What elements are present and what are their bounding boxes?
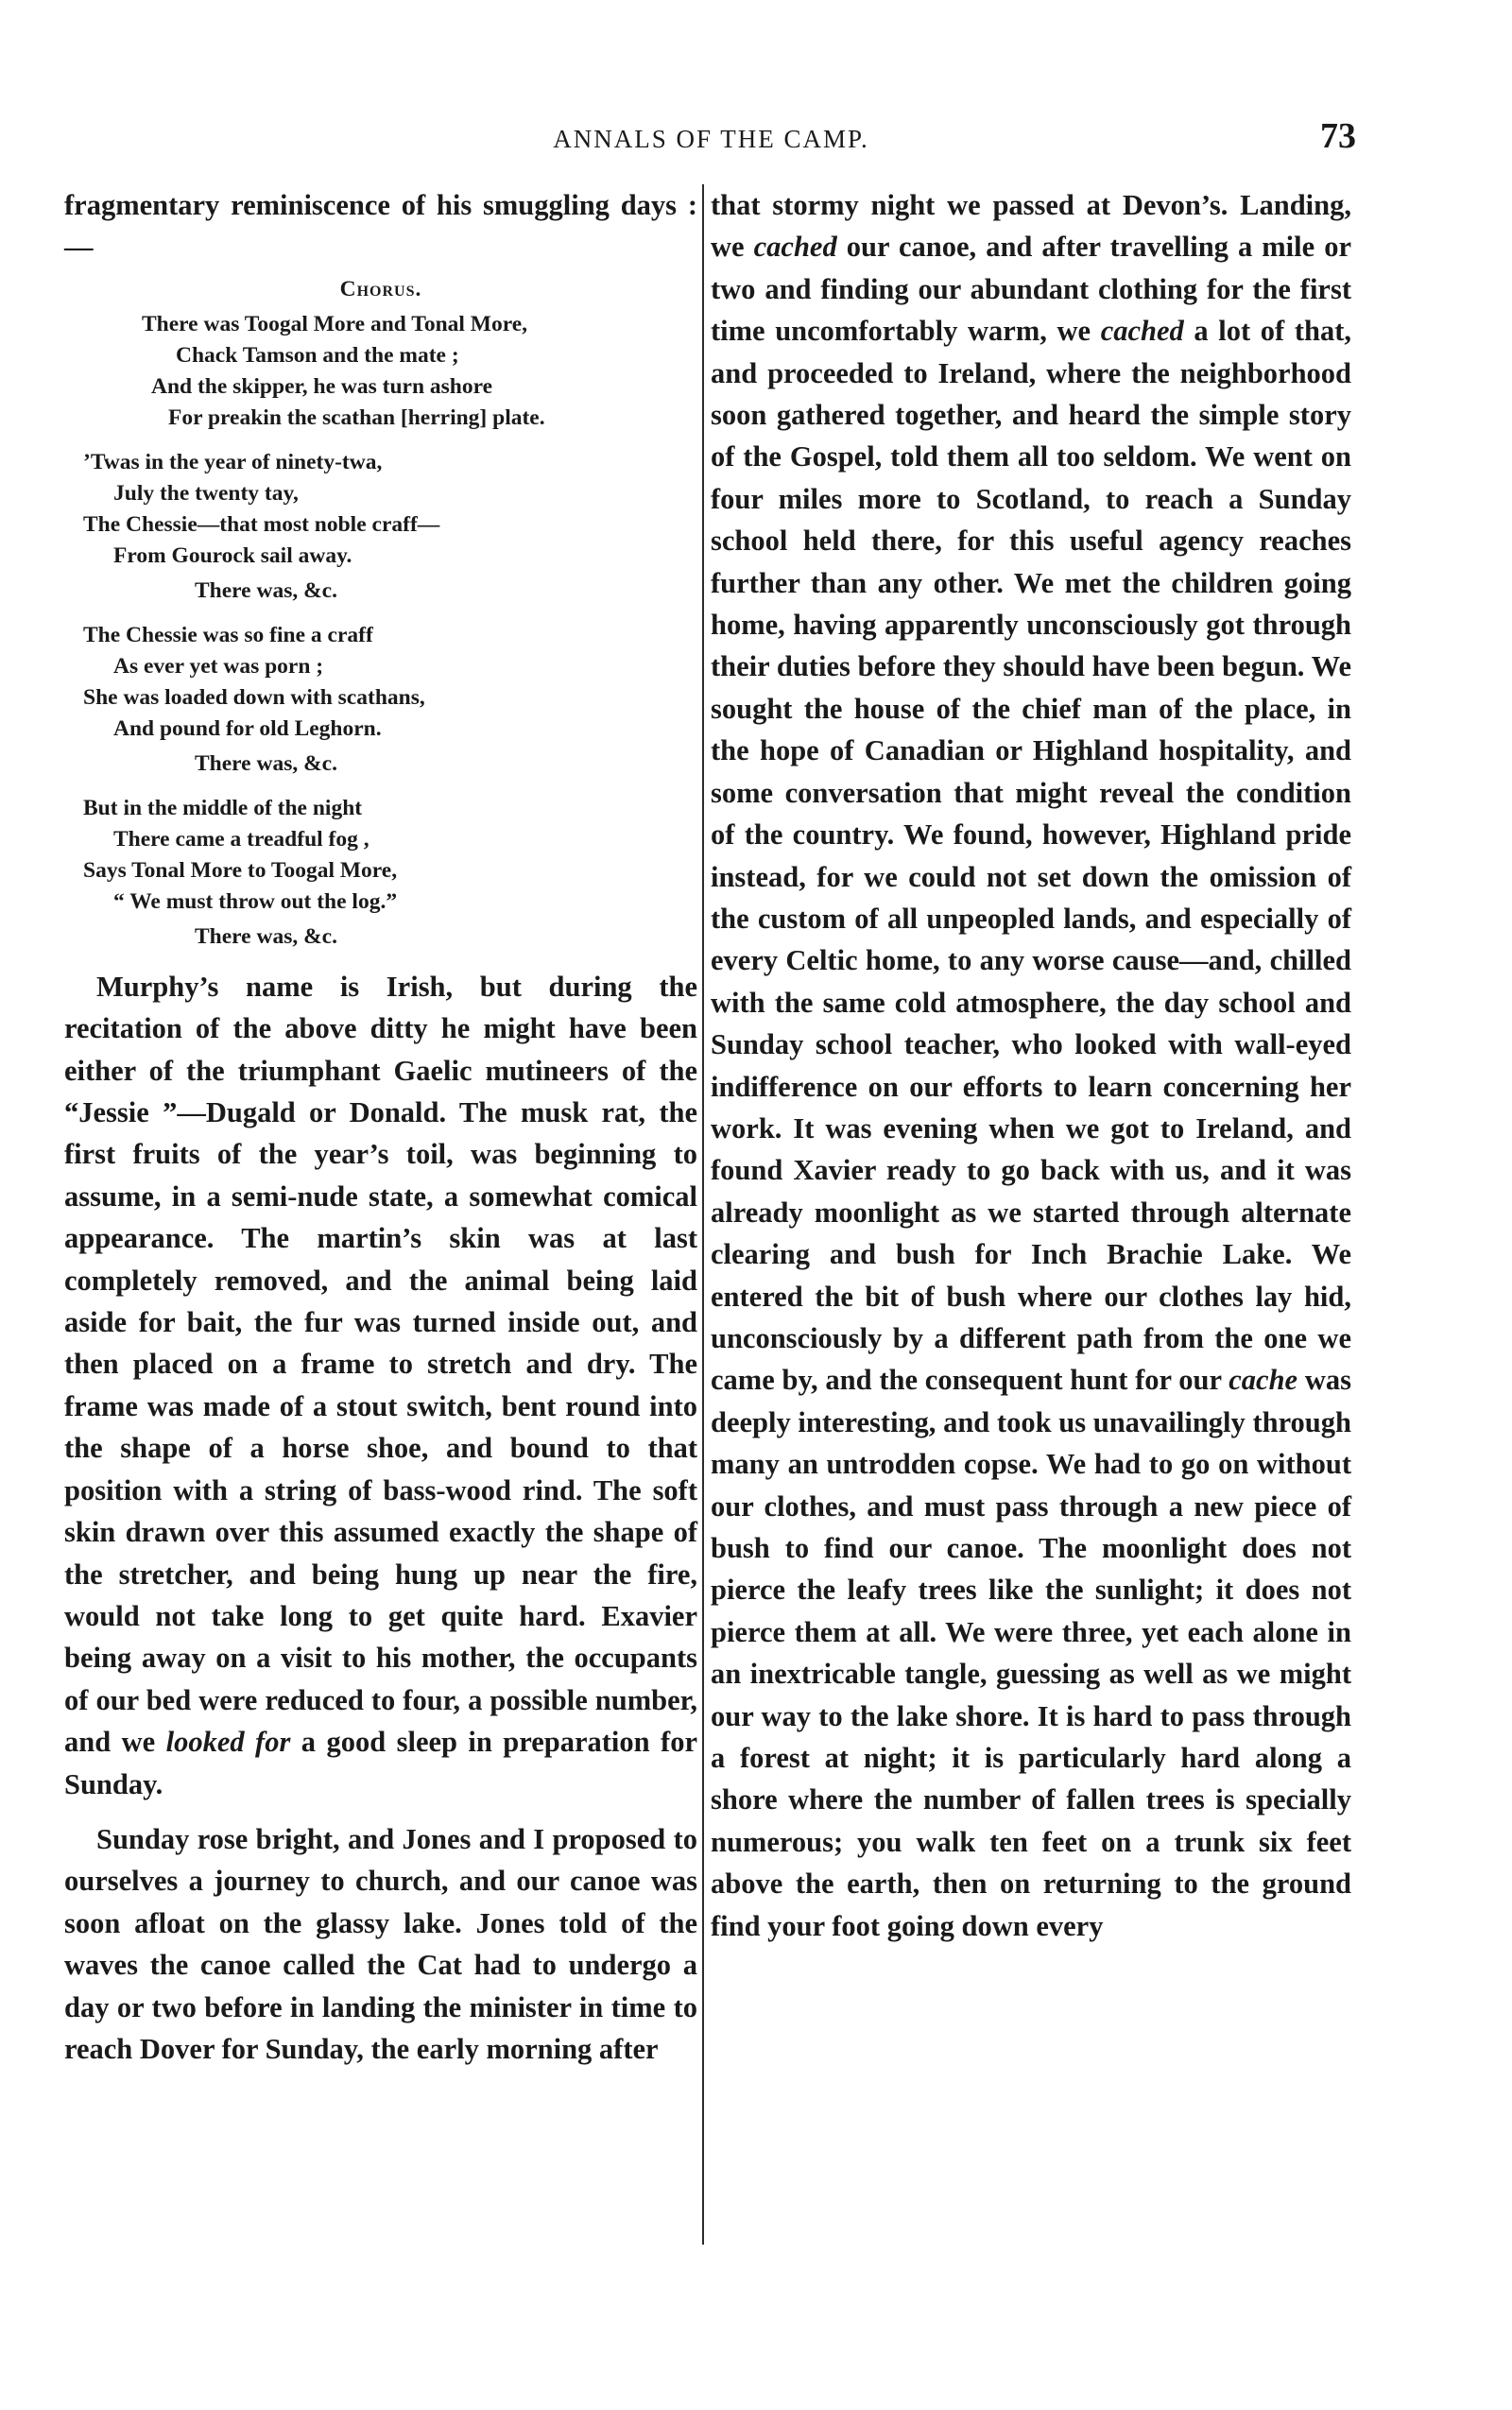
stanza <box>64 793 697 953</box>
refrain: There was, &c. <box>195 750 337 776</box>
column-divider <box>702 184 704 2245</box>
verse-line: Says Tonal More to Toogal More, <box>83 857 398 883</box>
song-verse <box>64 274 697 953</box>
verse-line: July the twenty tay, <box>113 480 299 506</box>
stanza <box>64 447 697 607</box>
verse-line: ’Twas in the year of ninety-twa, <box>83 449 383 474</box>
chorus-heading: Chorus. <box>339 276 422 301</box>
paragraph-text: Murphy’s name is Irish, but during the recitation of the above ditty he might have been either of the triumphant Gaelic mutineers of the “Jessie ”—Dugald or Donald. The musk rat, the first fruits of the year’s toil, was beginning to assume, in a semi-nude state, a somewhat comical appearance. The martin’s skin was at last completely removed, and the animal being laid aside for bait, the fur was turned inside out, and then placed on a frame to stretch and dry. The frame was made of a stout switch, bent round into the shape of a horse shoe, and bound to that position with a string of bass-wood rind. The soft skin drawn over this assumed exactly the shape of the stretcher, and being hung up near the fire, would not take long to get quite hard. Exavier being away on a visit to his mother, the occupants of our bed were reduced to four, a possible number, and we <box>64 970 697 1759</box>
paragraph-text: a good sleep in preparation for Sunday. <box>64 1726 697 1800</box>
intro-text: fragmentary reminiscence of his smuggling days :— <box>64 189 697 264</box>
italic-word: cached <box>753 231 837 264</box>
verse-line: From Gourock sail away. <box>113 542 352 568</box>
paragraph <box>64 966 697 1805</box>
paragraph-text: that stormy night we passed at Devon’s. Landing, we <box>711 189 1351 264</box>
paragraph: Sunday rose bright, and Jones and I proposed to ourselves a journey to church, and our canoe was soon afloat on the glassy lake. Jones told of the waves the canoe called the Cat had to undergo a day or two before in landing the minister in time to reach Dover for Sunday, the early morning after <box>64 1822 697 2065</box>
page-header <box>66 113 1356 170</box>
right-column <box>711 184 1351 1947</box>
paragraph <box>711 184 1351 1947</box>
italic-word: cache <box>1228 1364 1298 1397</box>
paragraph-text: a lot of that, and proceeded to Ireland, where the neighborhood soon gathered together, and heard the simple story of the Gospel, told them all too seldom. We went on four miles more to Scotland, to reach a Sunday school held there, for this useful agency reaches further than any other. We met the children going home, having apparently unconsciously got through their duties before they should have been begun. We sought the house of the chief man of the place, in the hope of Canadian or Highland hospitality, and some conversation that might reveal the condition of the country. We found, however, Highland pride instead, for we could not set down the omission of the custom of all unpeopled lands, and especially of every Celtic home, to any worse cause—and, chilled with the same cold atmosphere, the day school and Sunday school teacher, who looked with wall-eyed indifference on our efforts to learn concerning her work. It was evening when we got to Ireland, and found Xavier ready to go back with us, and it was already moonlight as we started through alternate clearing and bush for Inch Brachie Lake. We entered the bit of bush where our clothes lay hid, unconsciously by a different path from the one we came by, and the consequent hunt for our <box>711 315 1351 1397</box>
refrain: There was, &c. <box>195 923 337 949</box>
chorus-line: And the skipper, he was turn ashore <box>151 373 493 399</box>
stanza <box>64 620 697 780</box>
refrain: There was, &c. <box>195 577 337 603</box>
verse-line: The Chessie was so fine a craff <box>83 622 373 647</box>
verse-line: The Chessie—that most noble craff— <box>83 511 440 537</box>
italic-word: cached <box>1100 315 1184 348</box>
verse-line: As ever yet was porn ; <box>113 653 324 679</box>
paragraph-text: our canoe, and after travelling a mile or two and finding our abundant clothing for the first time uncomfortably warm, we <box>711 231 1351 348</box>
italic-phrase: looked for <box>165 1726 291 1759</box>
verse-line: “ We must throw out the log.” <box>113 888 398 914</box>
page-number: 73 <box>1320 116 1356 156</box>
chorus-line: For preakin the scathan [herring] plate. <box>168 405 545 430</box>
verse-line: And pound for old Leghorn. <box>113 715 382 741</box>
chorus-line: Chack Tamson and the mate ; <box>176 342 459 368</box>
chorus-line: There was Toogal More and Tonal More, <box>142 311 528 336</box>
paragraph-text: was deeply interesting, and took us unavailingly through many an untrodden copse. We had to go on without our clothes, and must pass through a new piece of bush to find our canoe. The moonlight does not pierce the leafy trees like the sunlight; it does not pierce them at all. We were three, yet each alone in an inextricable tangle, guessing as well as we might our way to the lake shore. It is hard to pass through a forest at night; it is particularly hard along a shore where the number of fallen trees is specially numerous; you walk ten feet on a trunk six feet above the earth, then on returning to the ground find your foot going down every <box>711 1364 1352 1942</box>
verse-line: There came a treadful fog , <box>113 826 369 852</box>
left-column <box>64 184 697 2070</box>
running-title: ANNALS OF THE CAMP. <box>553 125 869 153</box>
verse-line: She was loaded down with scathans, <box>83 684 425 710</box>
verse-line: But in the middle of the night <box>83 795 363 820</box>
